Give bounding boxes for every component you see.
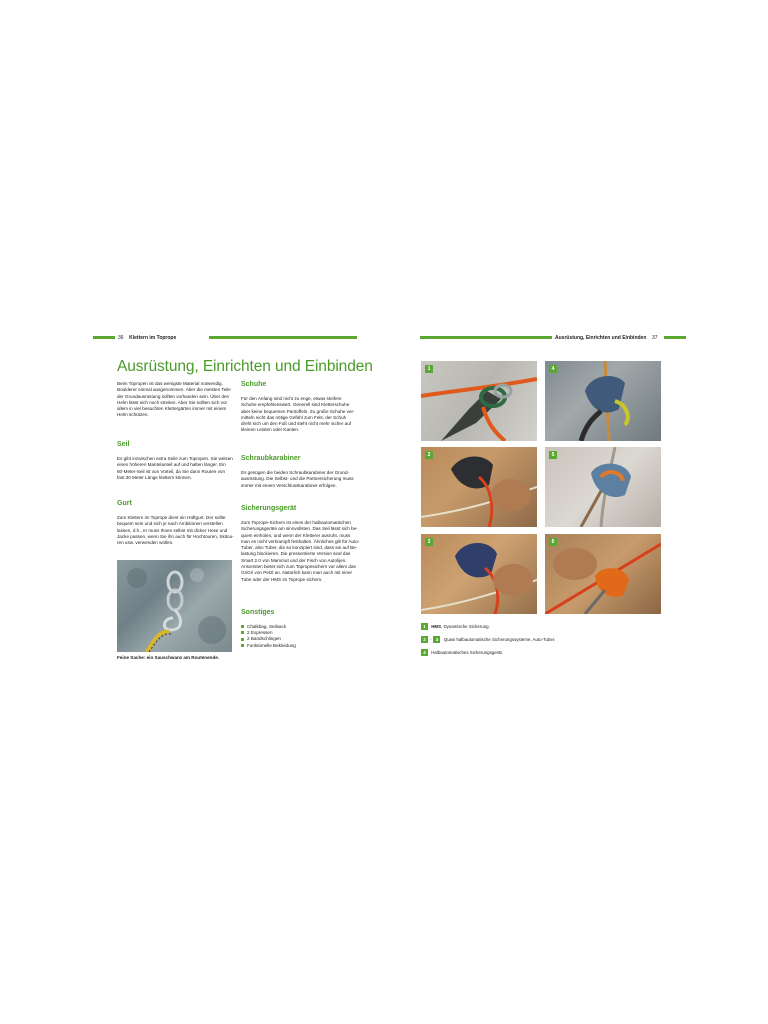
page-title: Ausrüstung, Einrichten und Einbinden bbox=[117, 358, 373, 375]
legend-row-2: 2 - 3 Quasi halbautomatische Sicherungssysteme, Auto-Tuber. bbox=[421, 636, 555, 644]
sonstiges-list bbox=[241, 624, 296, 649]
pigtail-photo bbox=[117, 560, 232, 652]
heading-seil: Seil bbox=[117, 441, 130, 448]
list-item: 2 Bandschlingen bbox=[241, 636, 296, 642]
heading-sonstiges: Sonstiges bbox=[241, 609, 275, 616]
photo-badge: 3 bbox=[425, 538, 433, 546]
heading-gurt: Gurt bbox=[117, 500, 132, 507]
photo-badge: 1 bbox=[425, 365, 433, 373]
schraubkarabiner-paragraph: Es genügen die beiden Schraubkarabiner der Grund- ausrüstung. Die Selbst- und die Partnersicherung muss immer mit einem Verschlusskarabiner erfolgen. bbox=[241, 470, 354, 488]
right-page-number: 37 bbox=[651, 334, 658, 341]
pigtail-illustration bbox=[117, 560, 232, 652]
photo-1-hms bbox=[421, 361, 537, 441]
schuhe-paragraph: Für den Anfang sind nicht zu enge, etwas steifere Schuhe empfehlenswert. Generell sind Kletterschuhe aber keine bequemen Pantoffeln. Zu große Schuhe ver- mitteln nicht das nötige Gefühl zum Fels, der Schuh dreht sich um den Fuß und steht nicht mehr sicher auf kleinen Leisten oder Kanten. bbox=[241, 396, 355, 433]
right-header-bar bbox=[664, 336, 686, 339]
gurt-paragraph: Zum Klettern im Toprope dient ein Hüftgurt. Der sollte bequem sein und sich je nach Ambitionen verstellen lassen, d.h., er muss Ihnen selbst mit dicker Hose und Jacke passen, wenn Sie ihn auch für Hochtouren, Skitou- ren usw. verwenden wollen. bbox=[117, 515, 234, 546]
legend-number: 2 bbox=[421, 636, 428, 643]
right-header-bar-left bbox=[420, 336, 552, 339]
sicherungsgeraet-paragraph: Zum Toprope-Sichern ist eines der halbautomatischen Sicherungsgeräte am sinnvollsten. Das Seil lässt sich be- quem einholen, und wenn der Kletterer ausruht, muss man es nicht verkrampft festhalten. Ähnliches gilt für Auto- Tuber, also Tuber, die so konzipiert sind, dass sie auf Be- lastung blockieren. Die pressentierte Version sind das Smart 2.0 von Mammut und der Fisch von Autolijen. Ansonsten bietet sich zum Topropesichern vor allem das GriGri von Petzl an. Natürlich kann man auch mit einer Tube oder der HMS im Toprope sichern. bbox=[241, 520, 360, 582]
intro-paragraph: Beim Topropen ist das wenigste Material notwendig. Boulderer einmal ausgenommen. Aber die meisten Teile der Grundausrüstung sollten vorhanden sein. Über den Helm lässt sich noch streiten. Aber Sie sollten sich vor allem in viel besuchten Klettergärten immer mit einem Helm schützen. bbox=[117, 381, 231, 418]
pigtail-caption: Feine Sache: ein Sauschwanz am Routenende. bbox=[117, 655, 220, 660]
left-header-bar-right bbox=[209, 336, 357, 339]
photo-6-device bbox=[545, 534, 661, 614]
right-running-header bbox=[555, 335, 658, 341]
photo-4-device bbox=[545, 361, 661, 441]
list-item: Funktionelle Bekleidung bbox=[241, 643, 296, 649]
legend-row-1: 1 HMS, Dynamische Sicherung. bbox=[421, 623, 490, 631]
left-chapter-title: Klettern im Toprope bbox=[129, 334, 177, 341]
heading-sicherungsgeraet: Sicherungsgerät bbox=[241, 505, 297, 512]
legend-number: 3 bbox=[433, 636, 440, 643]
photo-3-device bbox=[421, 534, 537, 614]
left-header-bar bbox=[93, 336, 115, 339]
legend-row-3: 4 Halbautomatisches Sicherungsgerät. bbox=[421, 649, 503, 657]
left-page-number: 36 bbox=[118, 334, 124, 341]
left-running-header bbox=[118, 335, 176, 341]
photo-5-device bbox=[545, 447, 661, 527]
heading-schuhe: Schuhe bbox=[241, 381, 267, 388]
photo-badge: 2 bbox=[425, 451, 433, 459]
seil-paragraph: Es gibt inzwischen extra Seile zum Topropen. Sie weisen einen höheren Mantelanteil auf und halten länger. Ein 60-Meter-Seil ist von Vorteil, da Sie dann Routen von fast 30 Meter Länge klettern können. bbox=[117, 456, 233, 480]
legend-number: 4 bbox=[421, 649, 428, 656]
photo-badge: 4 bbox=[549, 365, 557, 373]
right-chapter-title: Ausrüstung, Einrichten und Einbinden bbox=[555, 334, 647, 341]
list-item: 2 Expressen bbox=[241, 630, 296, 636]
photo-badge: 6 bbox=[549, 538, 557, 546]
photo-2-device bbox=[421, 447, 537, 527]
legend-number: 1 bbox=[421, 623, 428, 630]
photo-badge: 5 bbox=[549, 451, 557, 459]
heading-schraubkarabiner: Schraubkarabiner bbox=[241, 455, 301, 462]
list-item: Chalkbag, Seilsack bbox=[241, 624, 296, 630]
